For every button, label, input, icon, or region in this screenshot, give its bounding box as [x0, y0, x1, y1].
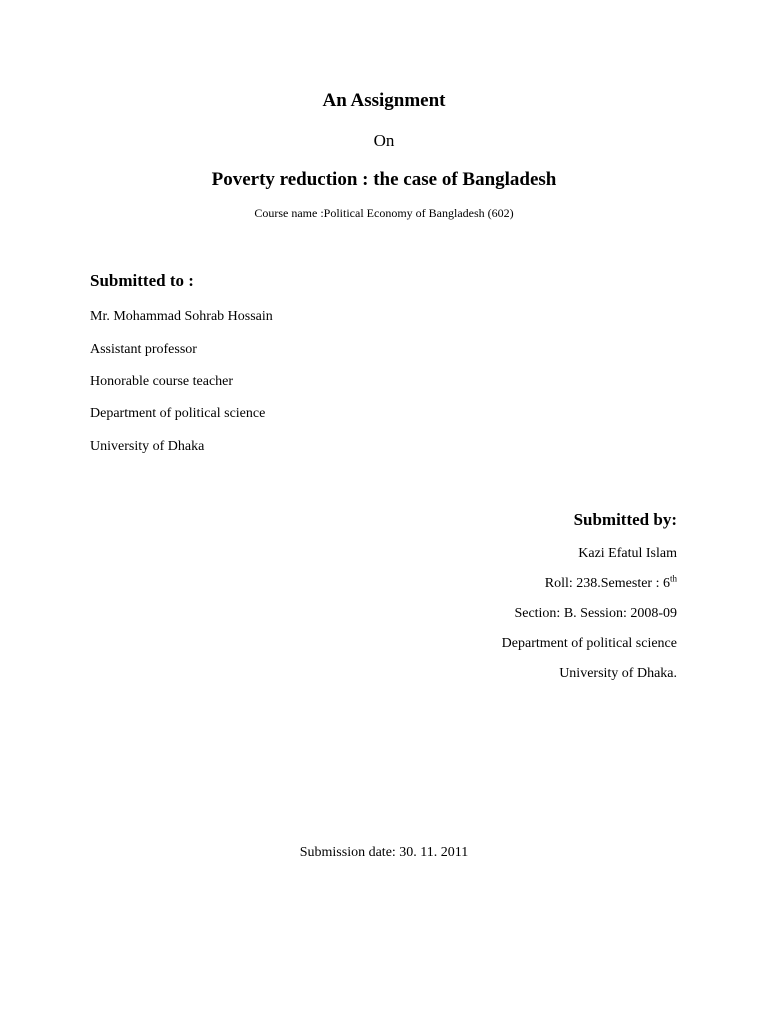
- submitter-roll-text: Roll: 238.Semester : 6: [544, 576, 670, 591]
- submission-date: Submission date: 30. 11. 2011: [299, 845, 469, 860]
- submitter-university: University of Dhaka.: [559, 666, 677, 681]
- document-subject: Poverty reduction : the case of Bangladesh: [211, 169, 557, 190]
- document-title: An Assignment: [322, 90, 446, 111]
- course-name: Course name :Political Economy of Bangladesh (602): [254, 206, 514, 220]
- submitted-to-line: Mr. Mohammad Sohrab Hossain: [90, 309, 273, 324]
- document-on-label: On: [373, 131, 395, 150]
- submitted-to-line: Honorable course teacher: [90, 374, 234, 389]
- submitter-roll-superscript: th: [669, 573, 677, 584]
- submitted-to-line: Assistant professor: [90, 342, 197, 357]
- submitted-to-line: Department of political science: [90, 406, 266, 421]
- submitter-roll: [544, 573, 677, 592]
- submitted-to-heading: Submitted to :: [90, 271, 194, 290]
- submitted-to-line: University of Dhaka: [90, 439, 205, 454]
- submitter-name: Kazi Efatul Islam: [578, 546, 677, 561]
- submitter-section: Section: B. Session: 2008-09: [514, 606, 677, 621]
- submitter-department: Department of political science: [501, 636, 677, 651]
- submitted-by-heading: Submitted by:: [573, 510, 677, 529]
